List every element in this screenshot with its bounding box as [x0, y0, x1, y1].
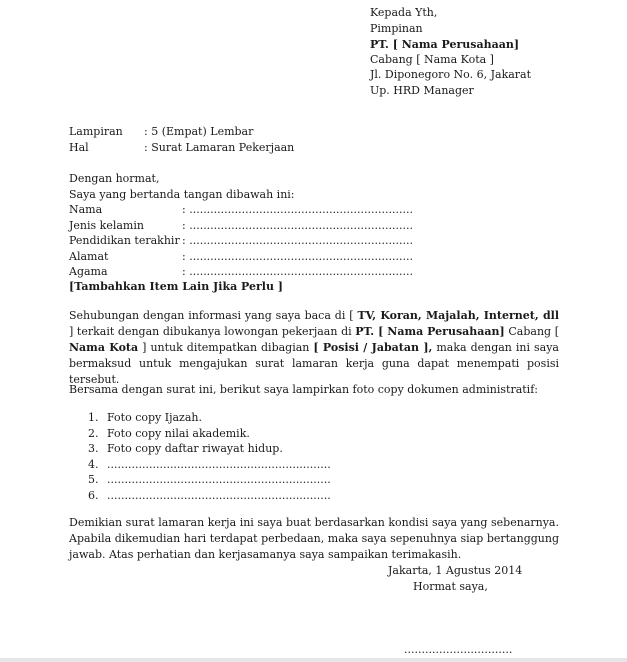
list-item-text: ................................................................ [107, 489, 331, 502]
subject-label: Hal [69, 141, 89, 154]
field-value-education: : ................................................................ [182, 234, 413, 247]
p1-text-2: ] terkait dengan dibukanya lowongan pekerjaan di [69, 325, 356, 338]
closing-paragraph: Demikian surat lamaran kerja ini saya buat berdasarkan kondisi saya yang sebenarnya. Apabila dikemudian hari terdapat perbedaan, maka saya sepenuhnya siap bertanggung jawab. Atas perhatian dan kerjasamanya saya sampaikan terimakasih. [69, 516, 559, 561]
p1-city: Nama Kota [69, 341, 139, 354]
field-label-religion: Agama [69, 265, 108, 278]
list-item-number: 2. [88, 427, 99, 440]
list-item-text: ................................................................ [107, 458, 331, 471]
paragraph-application-reason [69, 308, 559, 388]
paragraph-attachments-intro: Bersama dengan surat ini, berikut saya lampirkan foto copy dokumen administratif: [69, 383, 538, 396]
list-item-text: Foto copy Ijazah. [107, 411, 202, 424]
field-value-gender: : ................................................................ [182, 219, 413, 232]
list-item-number: 5. [88, 473, 99, 486]
list-item-number: 4. [88, 458, 99, 471]
p1-text-4: ] untuk ditempatkan dibagian [138, 341, 314, 354]
field-label-education: Pendidikan terakhir [69, 234, 180, 247]
recipient-department: Up. HRD Manager [370, 84, 474, 97]
list-item-number: 6. [88, 489, 99, 502]
attachment-label: Lampiran [69, 125, 123, 138]
field-value-address: : ................................................................ [182, 250, 413, 263]
p1-media-sources: TV, Koran, Majalah, Internet, dll [357, 309, 559, 322]
intro-text: Saya yang bertanda tangan dibawah ini: [69, 188, 295, 201]
p1-text-1: Sehubungan dengan informasi yang saya baca di [ [69, 309, 358, 322]
regards: Hormat saya, [413, 580, 488, 593]
field-label-gender: Jenis kelamin [69, 219, 144, 232]
list-item-text: Foto copy nilai akademik. [107, 427, 250, 440]
subject-value: : Surat Lamaran Pekerjaan [144, 141, 295, 154]
field-label-address: Alamat [69, 250, 109, 263]
field-label-name: Nama [69, 203, 103, 216]
p1-text-5: maka dengan ini saya bermaksud untuk mengajukan surat lamaran kerja guna dapat menempati posisi tersebut. [69, 341, 559, 386]
recipient-greeting: Kepada Yth, [370, 6, 438, 19]
signature-name-line: ............................... [404, 643, 513, 656]
recipient-company: PT. [ Nama Perusahaan] [370, 38, 520, 51]
list-item-number: 1. [88, 411, 99, 424]
salutation: Dengan hormat, [69, 172, 160, 185]
recipient-address: Jl. Diponegoro No. 6, Jakarat [370, 68, 532, 81]
recipient-branch: Cabang [ Nama Kota ] [370, 53, 494, 66]
list-item-text: ................................................................ [107, 473, 331, 486]
add-item-note: [Tambahkan Item Lain Jika Perlu ] [69, 280, 284, 293]
p1-company: PT. [ Nama Perusahaan] [355, 325, 505, 338]
p1-position: [ Posisi / Jabatan ], [313, 341, 433, 354]
p1-text-3: Cabang [ [504, 325, 559, 338]
attachment-value: : 5 (Empat) Lembar [144, 125, 254, 138]
field-value-religion: : ................................................................ [182, 265, 413, 278]
field-value-name: : ................................................................ [182, 203, 413, 216]
list-item-number: 3. [88, 442, 99, 455]
place-date: Jakarta, 1 Agustus 2014 [388, 564, 523, 577]
page-bottom-edge [0, 658, 627, 662]
list-item-text: Foto copy daftar riwayat hidup. [107, 442, 283, 455]
recipient-position: Pimpinan [370, 22, 423, 35]
